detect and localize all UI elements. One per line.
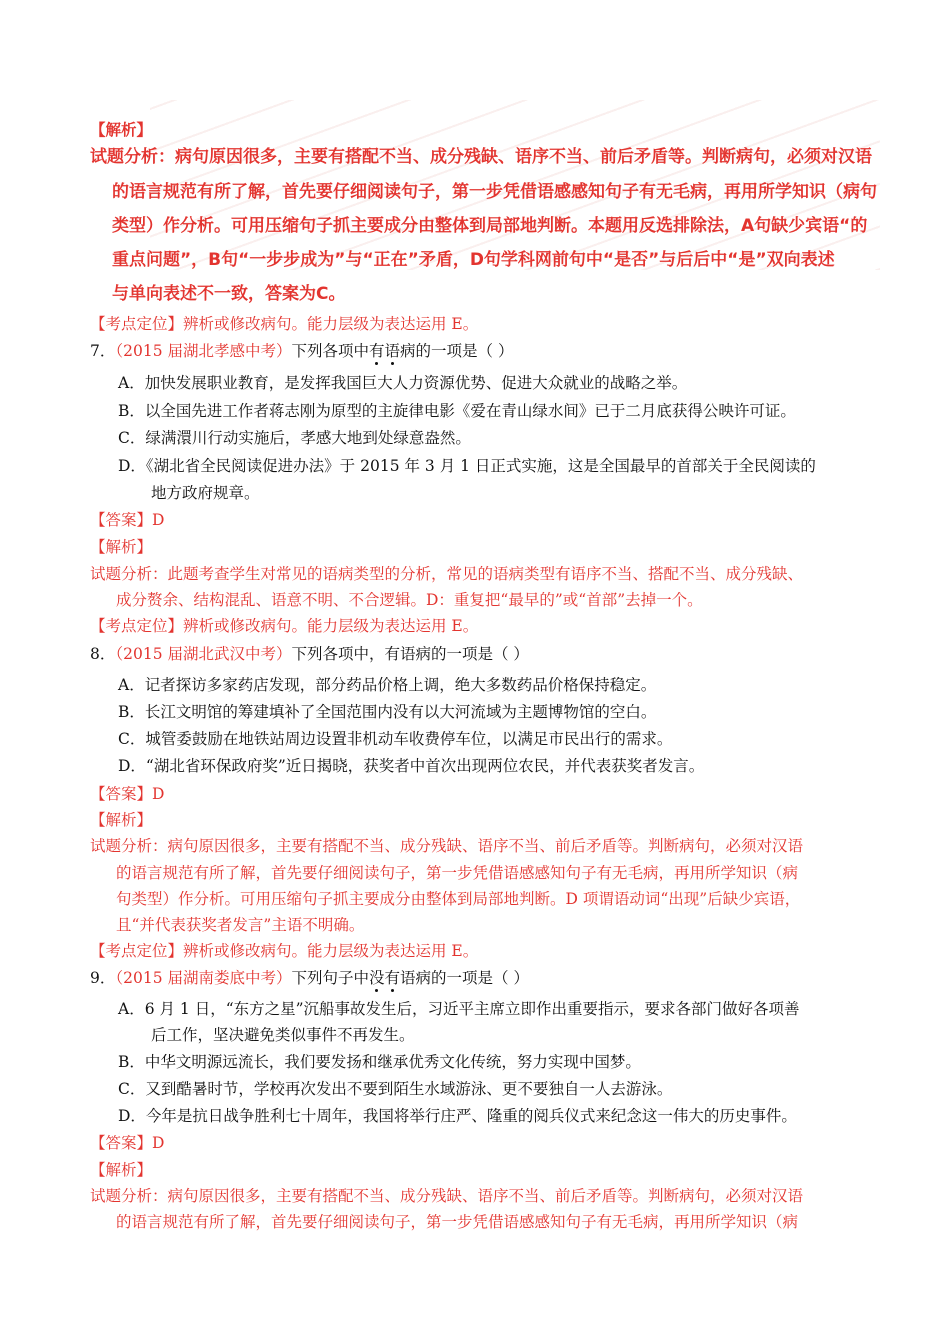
emphasis-mark: 没 (369, 969, 385, 987)
analysis-line: 成分赘余、结构混乱、语意不明、不合逻辑。D：重复把“最早的”或“首部”去掉一个。 (116, 591, 703, 609)
option-d: D．“湖北省环保政府奖”近日揭晓，获奖者中首次出现两位农民，并代表获奖者发言。 (118, 757, 705, 775)
analysis-line: 与单向表述不一致，答案为C。 (112, 284, 346, 304)
analysis-line: 的语言规范有所了解，首先要仔细阅读句子，第一步凭借语感感知句子有无毛病，再用所学知识（病 (116, 864, 799, 882)
option-a-cont: 后工作，坚决避免类似事件不再发生。 (151, 1026, 415, 1044)
option-b: B．以全国先进工作者蒋志刚为原型的主旋律电影《爱在青山绿水间》已于二月底获得公映许可证。 (118, 402, 796, 420)
analysis-line: 的语言规范有所了解，首先要仔细阅读句子，第一步凭借语感感知句子有无毛病，再用所学知识（病句 (112, 182, 877, 202)
option-c: C．又到酷暑时节，学校再次发出不要到陌生水域游泳、更不要独自一人去游泳。 (118, 1080, 673, 1098)
analysis-line: 句类型）作分析。可用压缩句子抓主要成分由整体到局部地判断。D 项谓语动词“出现”后缺少宾语， (116, 890, 801, 908)
option-a: A．6 月 1 日，“东方之星”沉船事故发生后，习近平主席立即作出重要指示，要求各部门做好各项善 (118, 1000, 800, 1018)
option-b: B．中华文明源远流长，我们要发扬和继承优秀文化传统，努力实现中国梦。 (118, 1053, 641, 1071)
question-source: （2015 届湖南娄底中考） (115, 969, 292, 987)
analysis-line: 试题分析：此题考查学生对常见的语病类型的分析，常见的语病类型有语序不当、搭配不当、成分残缺、 (90, 565, 804, 583)
option-d: D．《湖北省全民阅读促进办法》于 2015 年 3 月 1 日正式实施，这是全国最早的首部关于全民阅读的 (118, 457, 816, 475)
option-a: A．记者探访多家药店发现，部分药品价格上调，绝大多数药品价格保持稳定。 (118, 676, 657, 694)
question-number: 9． (90, 969, 116, 987)
question-source: （2015 届湖北孝感中考） (115, 342, 292, 360)
option-d: D．今年是抗日战争胜利七十周年，我国将举行庄严、隆重的阅兵仪式来纪念这一伟大的历史事件。 (118, 1107, 797, 1125)
emphasis-mark: 有 (384, 969, 401, 987)
analysis-tag: 【解析】 (90, 1161, 153, 1179)
analysis-line: 重点问题”，B句“一步步成为”与“正在”矛盾，D句学科网前句中“是否”与后后中“是”双向表述 (112, 250, 835, 270)
analysis-line: 试题分析：病句原因很多，主要有搭配不当、成分残缺、语序不当、前后矛盾等。判断病句，必须对汉语 (90, 147, 872, 167)
option-c: C．绿满澴川行动实施后，孝感大地到处绿意盎然。 (118, 429, 471, 447)
answer: 【答案】D (90, 1134, 165, 1152)
analysis-line: 类型）作分析。可用压缩句子抓主要成分由整体到局部地判断。本题用反选排除法，A句缺少宾语“的 (112, 216, 868, 236)
option-a: A．加快发展职业教育，是发挥我国巨大人力资源优势、促进大众就业的战略之举。 (118, 374, 688, 392)
kaodian: 【考点定位】辨析或修改病句。能力层级为表达运用 E。 (90, 617, 479, 635)
question-9-stem: 9．（2015 届湖南娄底中考）下列句子中没有语病的一项是（ ） (90, 969, 529, 987)
emphasis-mark: 有 (369, 342, 385, 360)
analysis-tag: 【解析】 (90, 538, 153, 556)
emphasis-mark: 语 (384, 342, 401, 360)
analysis-line: 的语言规范有所了解，首先要仔细阅读句子，第一步凭借语感感知句子有无毛病，再用所学知识（病 (116, 1213, 799, 1231)
analysis-line: 试题分析：病句原因很多，主要有搭配不当、成分残缺、语序不当、前后矛盾等。判断病句，必须对汉语 (90, 1187, 804, 1205)
analysis-line: 且“并代表获奖者发言”主语不明确。 (116, 916, 365, 934)
answer: 【答案】D (90, 785, 165, 803)
kaodian: 【考点定位】辨析或修改病句。能力层级为表达运用 E。 (90, 942, 479, 960)
analysis-tag: 【解析】 (90, 811, 153, 829)
question-source: （2015 届湖北武汉中考） (115, 645, 292, 663)
question-8-stem: 8．（2015 届湖北武汉中考）下列各项中，有语病的一项是（ ） (90, 645, 529, 663)
option-c: C．城管委鼓励在地铁站周边设置非机动车收费停车位，以满足市民出行的需求。 (118, 730, 673, 748)
question-number: 8． (90, 645, 116, 663)
kaodian: 【考点定位】辨析或修改病句。能力层级为表达运用 E。 (90, 315, 479, 333)
option-b: B．长江文明馆的筹建填补了全国范围内没有以大河流域为主题博物馆的空白。 (118, 703, 657, 721)
option-d-cont: 地方政府规章。 (151, 484, 260, 502)
question-number: 7． (90, 342, 116, 360)
analysis-tag: 【解析】 (90, 120, 153, 139)
answer: 【答案】D (90, 511, 165, 529)
analysis-line: 试题分析：病句原因很多，主要有搭配不当、成分残缺、语序不当、前后矛盾等。判断病句，必须对汉语 (90, 837, 804, 855)
question-7-stem: 7．（2015 届湖北孝感中考）下列各项中有语病的一项是（ ） (90, 342, 514, 360)
